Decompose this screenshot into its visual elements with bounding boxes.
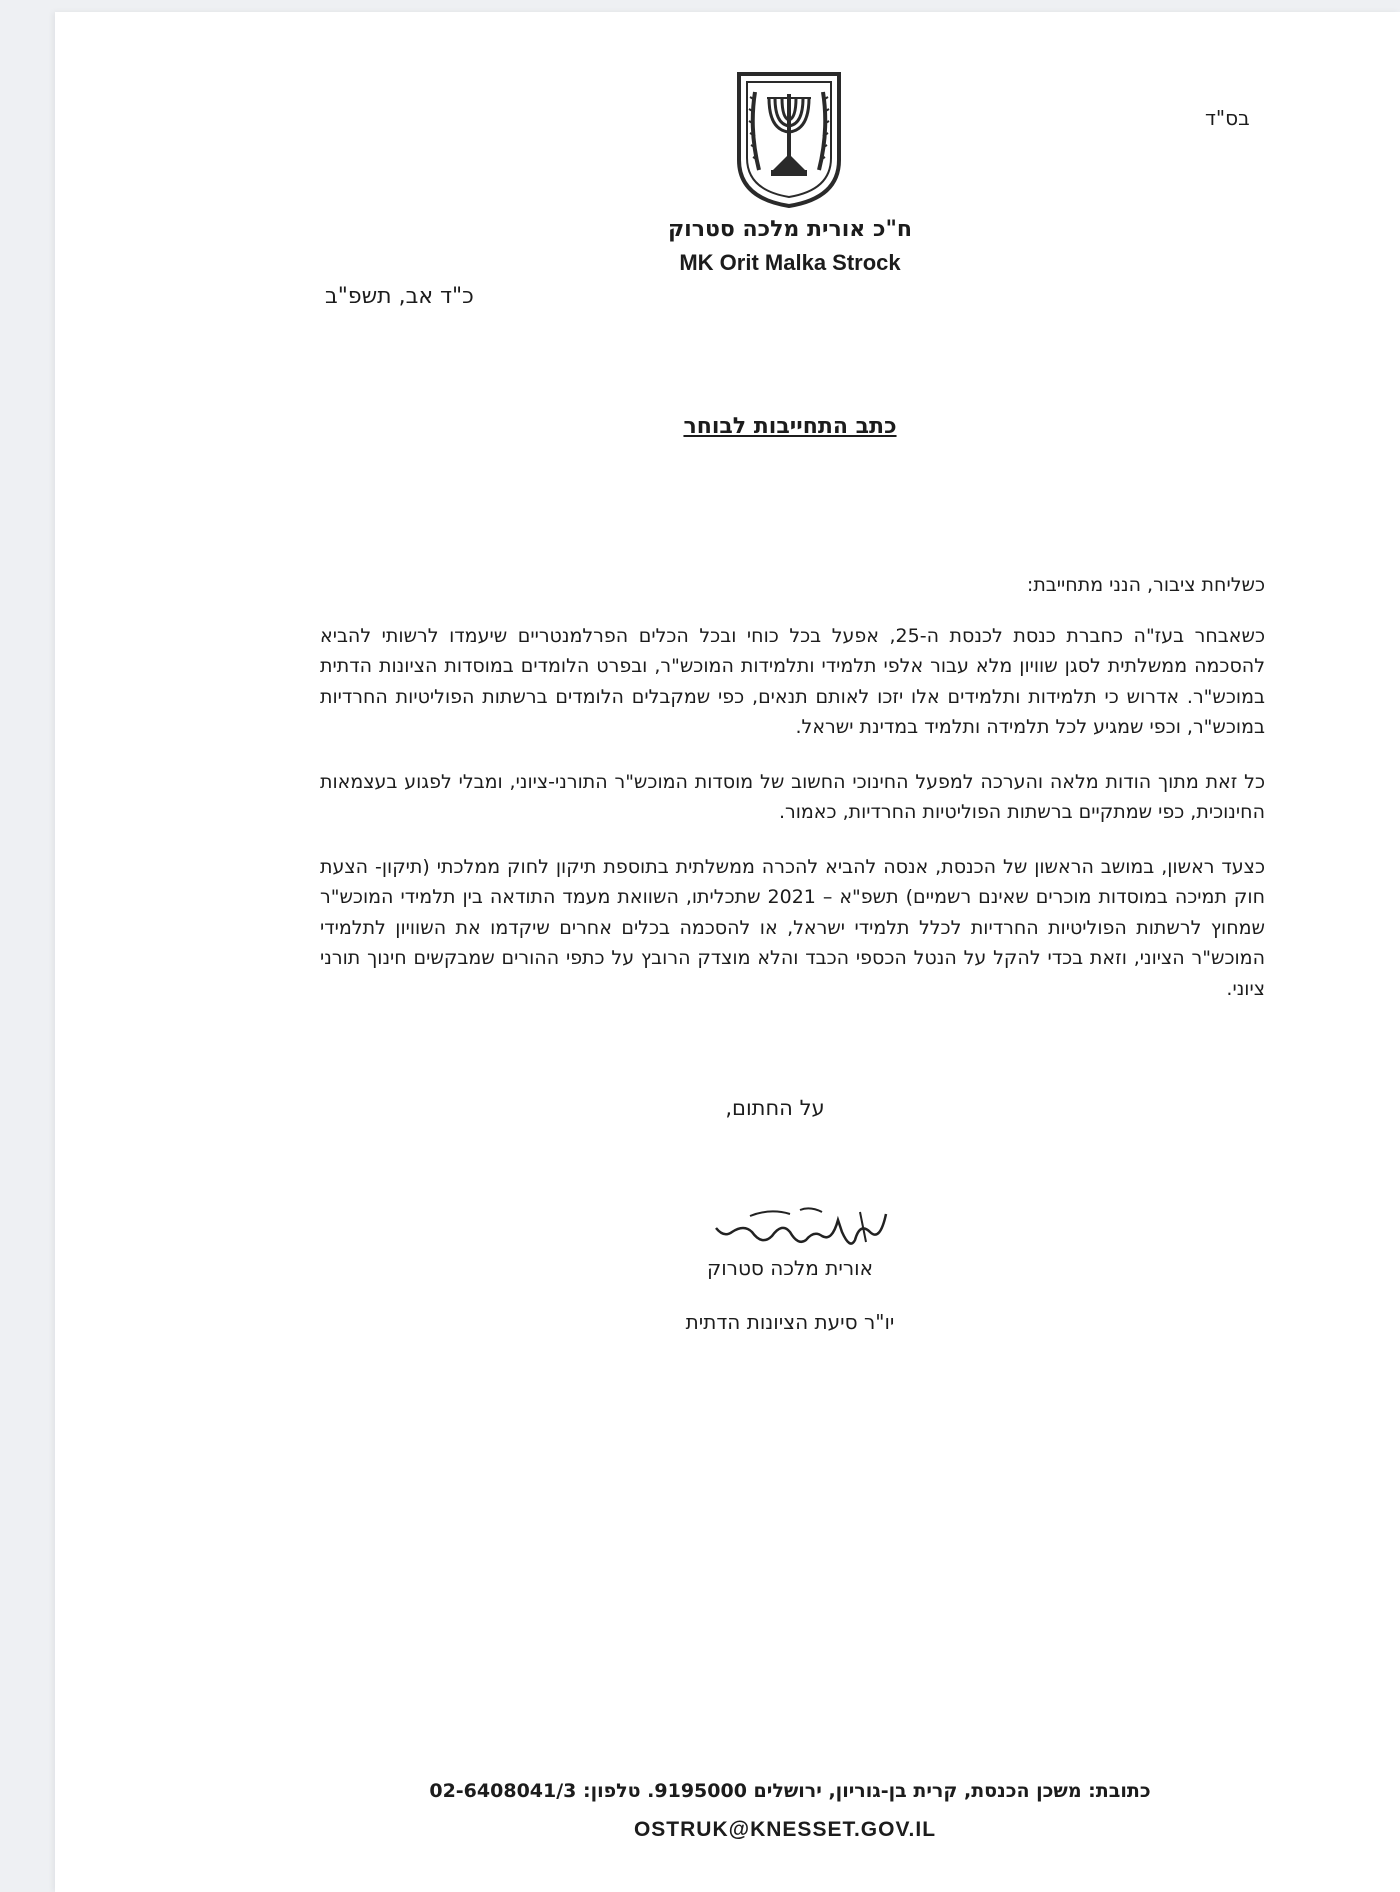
letter-body — [320, 570, 1265, 1028]
mk-name-english: MK Orit Malka Strock — [679, 250, 901, 275]
body-paragraph-3: כצעד ראשון, במושב הראשון של הכנסת, אנסה להביא להכרה ממשלתית בתוספת תיקון לחוק ממלכתי (תיקון- הצעת חוק תמיכה במוסדות מוכרים שאינם רשמיים) תשפ"א – 2021 שתכליתו, השוואת מעמד התודאה בין תלמידי המוכש"ר שמחוץ לרשתות הפוליטיות החרדיות לכלל תלמידי ישראל, או להסכמה בכלים אחרים שיקדמו את השוויון לתלמידי המוכש"ר הציוני, וזאת בכדי להקל על הנטל הכספי הכבד והלא מוצדק הרובץ על כתפי ההורים שמבקשים חינוך תורני ציוני. — [320, 855, 1265, 1000]
bsd-mark: בס"ד — [1205, 106, 1250, 130]
footer-email: OSTRUK@KNESSET.GOV.IL — [633, 1818, 937, 1841]
body-paragraph-1: כשאבחר בעז"ה כחברת כנסת לכנסת ה-25, אפעל בכל כוחי ובכל הכלים הפרלמנטריים שיעמדו לרשותי להביא להסכמה ממשלתית לסגן שוויון מלא עבור אלפי תלמידי ותלמידות המוכש"ר, ובפרט הלומדים במוסדות הציונות הדתית במוכש"ר. אדרוש כי תלמידות ותלמידים אלו יזכו לאותם תנאים, כפי שמקבלים הלומדים ברשתות הפוליטיות החרדיות במוכש"ר, וכפי שמגיע לכל תלמידה ותלמיד במדינת ישראל. — [320, 624, 1266, 738]
mk-name-hebrew: ח"כ אורית מלכה סטרוק — [667, 217, 913, 242]
letter-page — [55, 12, 1400, 1892]
handwritten-signature-icon — [710, 1202, 895, 1252]
state-emblem-icon — [733, 70, 845, 210]
signer-name: אורית מלכה סטרוק — [707, 1256, 873, 1280]
letter-date: כ"ד אב, תשפ"ב — [325, 284, 474, 309]
salutation: כשליחת ציבור, הנני מתחייבת: — [1026, 574, 1265, 596]
closing-line: על החתום, — [725, 1096, 825, 1120]
footer-address: כתובת: משכן הכנסת, קרית בן-גוריון, ירושלים 9195000. טלפון: 02-6408041/3 — [429, 1780, 1151, 1802]
body-paragraph-2: כל זאת מתוך הודות מלאה והערכה למפעל החינוכי החשוב של מוסדות המוכש"ר התורני-ציוני, ומבלי לפגוע בעצמאות החינוכית, כפי שמתקיים ברשתות הפוליטיות החרדיות, כאמור. — [320, 770, 1265, 823]
letter-subject: כתב התחייבות לבוחר — [683, 414, 897, 439]
signer-role: יו"ר סיעת הציונות הדתית — [685, 1310, 895, 1334]
